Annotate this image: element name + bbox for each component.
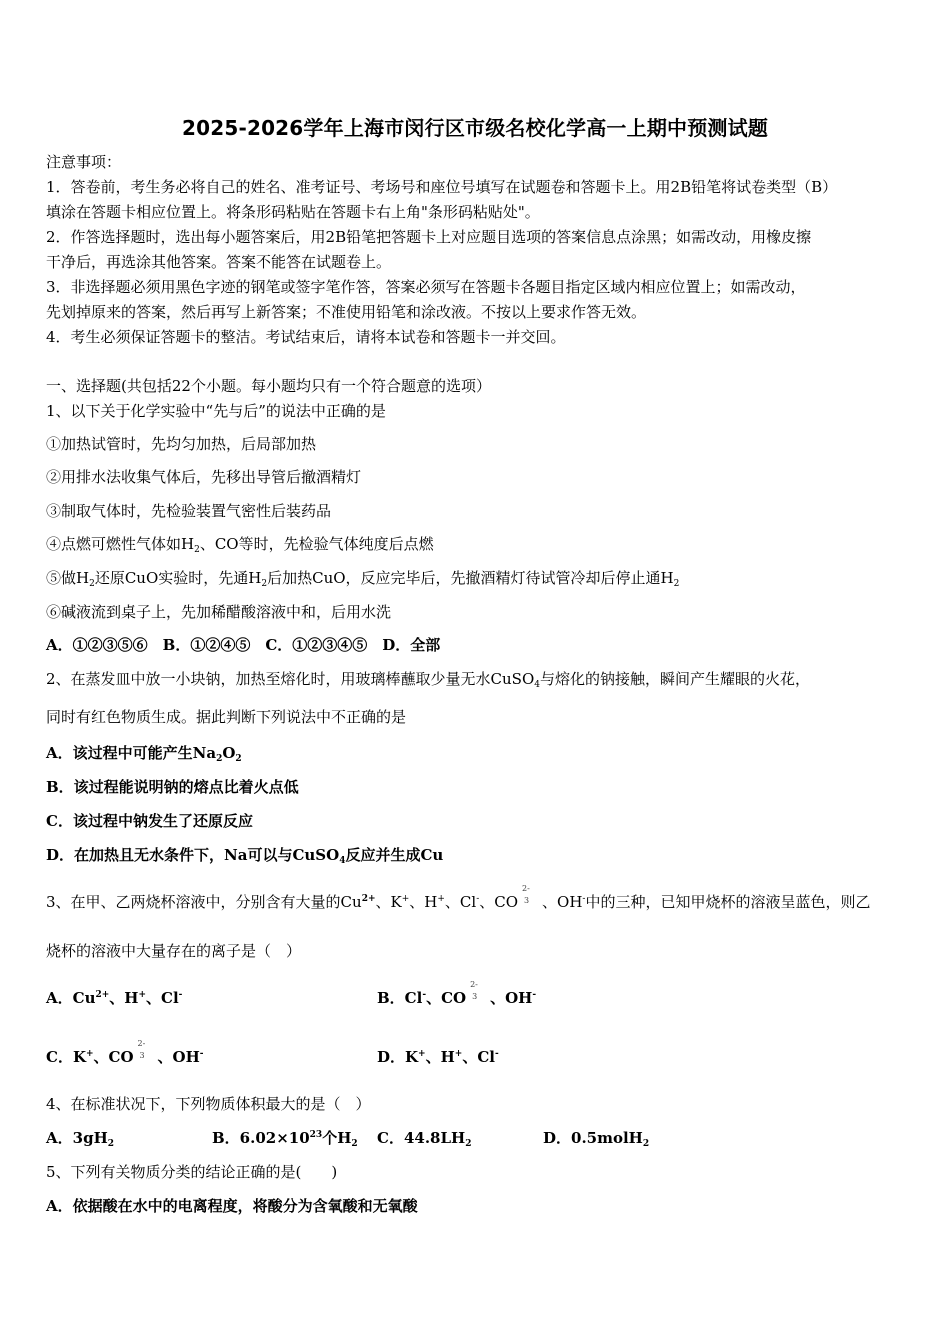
question-2-stem-cont: 同时有红色物质生成。据此判断下列说法中不正确的是	[46, 708, 407, 726]
q2-option-d: D．在加热且无水条件下，Na可以与CuSO$_4$反应并生成Cu	[46, 846, 444, 866]
notice-line: 2．作答选择题时，选出每小题答案后，用2B铅笔把答题卡上对应题目选项的答案信息点涂黑；如需改动，用橡皮擦	[46, 228, 812, 246]
q4-option-d: D．0.5molH$_2$	[543, 1129, 650, 1149]
q4-option-a: A．$3gH_2$	[46, 1129, 115, 1149]
question-3-stem: 3、在甲、乙两烧杯溶液中，分别含有大量的$Cu^{2+}$、K+、H+、Cl-、CO 2- 3 、OH-中的三种，已知甲烧杯的溶液呈蓝色，则乙	[46, 884, 871, 911]
q5-option-a: A．依据酸在水中的电离程度，将酸分为含氧酸和无氧酸	[46, 1197, 418, 1215]
question-5-stem: 5、下列有关物质分类的结论正确的是( )	[46, 1163, 338, 1181]
question-2-stem: 2、在蒸发皿中放一小块钠，加热至熔化时，用玻璃棒蘸取少量无水CuSO$_4$与熔化的钠接触，瞬间产生耀眼的火花，	[46, 670, 811, 690]
q3-option-d: D．K+、H+、Cl-	[377, 1048, 499, 1066]
q1-statement-2: ②用排水法收集气体后，先移出导管后撤酒精灯	[46, 468, 362, 486]
q3-option-a: A．$Cu^{2+}$、H+、Cl-	[46, 989, 183, 1007]
q2-option-a: A．该过程中可能产生$Na_2O_2$	[46, 744, 242, 764]
q4-option-b: B．$6.02\times 10^{23}$个$H_2$	[212, 1129, 358, 1149]
q3-option-b: B．Cl-、CO 2- 3 、OH-	[377, 980, 537, 1007]
q1-statement-1: ①加热试管时，先均匀加热，后局部加热	[46, 435, 317, 453]
notice-line: 3．非选择题必须用黑色字迹的钢笔或签字笔作答，答案必须写在答题卡各题目指定区域内相应位置上；如需改动，	[46, 278, 806, 296]
carbonate-ion-charge: 2- 3	[522, 884, 530, 905]
notice-line: 干净后，再选涂其他答案。答案不能答在试题卷上。	[46, 253, 392, 271]
carbonate-ion-charge: 2- 3	[470, 980, 478, 1001]
question-1-stem: 1、以下关于化学实验中“先与后”的说法中正确的是	[46, 402, 386, 420]
q3-option-c: C．K+、CO 2- 3 、OH-	[46, 1039, 204, 1066]
notice-line: 4．考生必须保证答题卡的整洁。考试结束后，请将本试卷和答题卡一并交回。	[46, 328, 566, 346]
notice-line: 先划掉原来的答案，然后再写上新答案；不准使用铅笔和涂改液。不按以上要求作答无效。	[46, 303, 647, 321]
notice-line: 1．答卷前，考生务必将自己的姓名、准考证号、考场号和座位号填写在试题卷和答题卡上。用2B铅笔将试卷类型（B）	[46, 178, 838, 196]
page-title: 2025-2026学年上海市闵行区市级名校化学高一上期中预测试题	[181, 116, 769, 140]
q1-statement-6: ⑥碱液流到桌子上，先加稀醋酸溶液中和，后用水洗	[46, 603, 392, 621]
carbonate-ion-charge: 2- 3	[137, 1039, 146, 1060]
q1-statement-3: ③制取气体时，先检验装置气密性后装药品	[46, 502, 332, 520]
q4-option-c: C．$44.8LH_2$	[377, 1129, 472, 1149]
question-3-stem-cont: 烧杯的溶液中大量存在的离子是（ ）	[46, 942, 302, 960]
q1-statement-5: ⑤做$H_2$还原CuO实验时，先通$H_2$后加热CuO，反应完毕后，先撤酒精灯待试管冷却后停止通$H_2$	[46, 569, 680, 589]
question-4-stem: 4、在标准状况下，下列物质体积最大的是（ ）	[46, 1095, 371, 1113]
q1-options: A．①②③⑤⑥ B．①②④⑤ C．①②③④⑤ D．全部	[46, 636, 441, 654]
q1-statement-4: ④点燃可燃性气体如$H_2$、CO等时，先检验气体纯度后点燃	[46, 535, 434, 555]
notice-heading: 注意事项：	[46, 153, 122, 171]
q2-option-c: C．该过程中钠发生了还原反应	[46, 812, 253, 830]
section-heading: 一、选择题(共包括22个小题。每小题均只有一个符合题意的选项）	[46, 377, 491, 395]
q2-option-b: B．该过程能说明钠的熔点比着火点低	[46, 778, 299, 796]
notice-line: 填涂在答题卡相应位置上。将条形码粘贴在答题卡右上角"条形码粘贴处"。	[46, 203, 540, 221]
